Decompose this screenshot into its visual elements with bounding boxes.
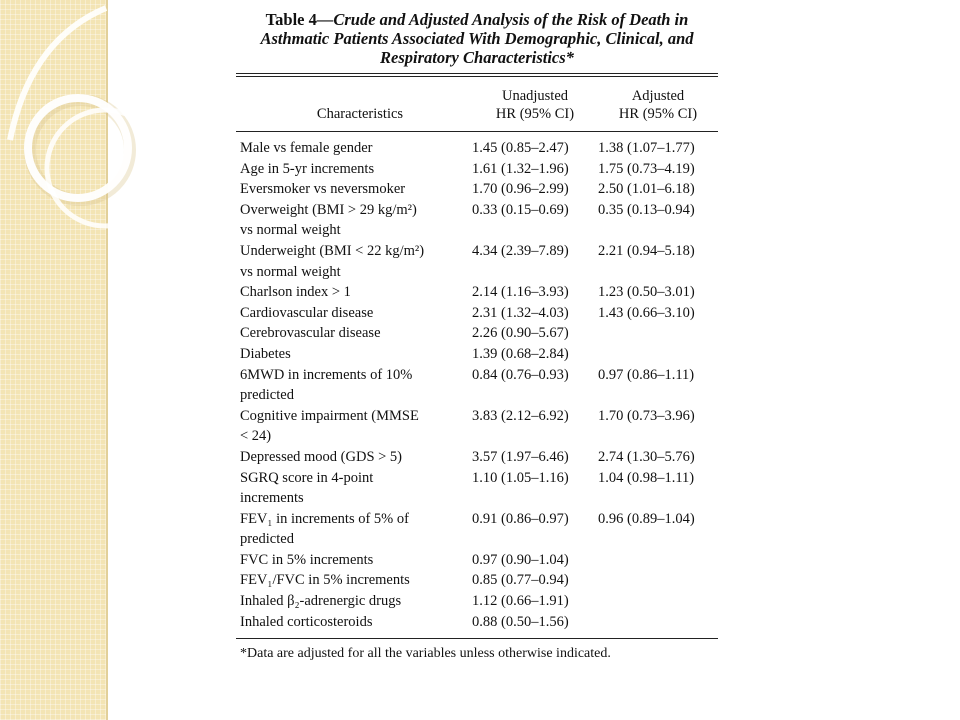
cell-characteristic: Inhaled corticosteroids <box>240 613 373 630</box>
cell-characteristic: Overweight (BMI > 29 kg/m²) vs normal weight <box>240 201 417 239</box>
cell-characteristic: FVC in 5% increments <box>240 551 374 568</box>
table-row <box>236 570 718 591</box>
cell-unadjusted: 1.12 (0.66–1.91) <box>472 593 569 610</box>
cell-unadjusted: 0.85 (0.77–0.94) <box>472 572 569 589</box>
table-title-text: —Crude and Adjusted Analysis of the Risk of Death in Asthmatic Patients Associated With Demographic, Clinical, and Respiratory Characteristics* <box>260 10 694 67</box>
cell-unadjusted: 4.34 (2.39–7.89) <box>472 242 569 259</box>
header-unadjusted: Unadjusted HR (95% CI) <box>495 88 575 122</box>
cell-unadjusted: 1.39 (0.68–2.84) <box>472 345 569 362</box>
table-row <box>236 591 718 612</box>
table-row <box>236 406 718 447</box>
header-characteristics: Characteristics <box>316 106 404 122</box>
cell-characteristic: Cognitive impairment (MMSE < 24) <box>240 407 419 445</box>
cell-characteristic: Age in 5-yr increments <box>240 160 375 177</box>
table-footnote: *Data are adjusted for all the variables unless otherwise indicated. <box>240 646 611 662</box>
decorative-side-panel <box>0 0 108 720</box>
cell-unadjusted: 3.83 (2.12–6.92) <box>472 407 569 424</box>
cell-unadjusted: 0.88 (0.50–1.56) <box>472 613 569 630</box>
table-header <box>236 77 718 131</box>
cell-characteristic: FEV₁ in increments of 5% of predicted <box>240 510 409 548</box>
cell-unadjusted: 2.31 (1.32–4.03) <box>472 304 569 321</box>
cell-unadjusted: 0.97 (0.90–1.04) <box>472 551 569 568</box>
cell-characteristic: 6MWD in increments of 10% predicted <box>240 366 413 404</box>
table-row <box>236 344 718 365</box>
table-row <box>236 612 718 633</box>
table-row <box>236 365 718 406</box>
cell-adjusted: 1.04 (0.98–1.11) <box>598 469 695 486</box>
cell-adjusted: 1.43 (0.66–3.10) <box>598 304 695 321</box>
cell-unadjusted: 3.57 (1.97–6.46) <box>472 448 569 465</box>
cell-adjusted: 2.21 (0.94–5.18) <box>598 242 695 259</box>
table-row <box>236 447 718 468</box>
cell-adjusted: 1.38 (1.07–1.77) <box>598 140 695 156</box>
cell-characteristic: Eversmoker vs neversmoker <box>240 181 406 198</box>
cell-characteristic: Inhaled β₂-adrenergic drugs <box>240 593 402 610</box>
table-row <box>236 282 718 303</box>
cell-unadjusted: 1.70 (0.96–2.99) <box>472 181 569 198</box>
cell-characteristic: SGRQ score in 4-point increments <box>240 469 374 507</box>
cell-characteristic: Cerebrovascular disease <box>240 325 381 342</box>
data-table <box>236 10 718 663</box>
cell-characteristic: Diabetes <box>240 345 291 362</box>
table-number: Table 4 <box>265 10 317 29</box>
cell-characteristic: Charlson index > 1 <box>240 284 351 301</box>
decorative-rings <box>0 0 160 300</box>
cell-adjusted: 0.97 (0.86–1.11) <box>598 366 695 383</box>
cell-unadjusted: 0.91 (0.86–0.97) <box>472 510 569 527</box>
cell-characteristic: Male vs female gender <box>240 140 373 156</box>
cell-unadjusted: 2.14 (1.16–3.93) <box>472 284 569 301</box>
table-title <box>236 10 718 67</box>
table-row <box>236 200 718 241</box>
cell-characteristic: Depressed mood (GDS > 5) <box>240 448 403 465</box>
table-body <box>236 132 718 632</box>
cell-adjusted: 1.75 (0.73–4.19) <box>598 160 695 177</box>
cell-unadjusted: 2.26 (0.90–5.67) <box>472 325 569 342</box>
cell-adjusted: 1.23 (0.50–3.01) <box>598 284 695 301</box>
cell-adjusted: 0.35 (0.13–0.94) <box>598 201 695 218</box>
cell-characteristic: FEV₁/FVC in 5% increments <box>240 572 410 589</box>
table-row <box>236 241 718 282</box>
cell-adjusted: 1.70 (0.73–3.96) <box>598 407 695 424</box>
cell-unadjusted: 0.84 (0.76–0.93) <box>472 366 569 383</box>
table-row <box>236 509 718 550</box>
table-row <box>236 323 718 344</box>
cell-unadjusted: 0.33 (0.15–0.69) <box>472 201 569 218</box>
table-row <box>236 179 718 200</box>
cell-adjusted: 2.50 (1.01–6.18) <box>598 181 695 198</box>
table-row <box>236 550 718 571</box>
cell-unadjusted: 1.61 (1.32–1.96) <box>472 160 569 177</box>
cell-unadjusted: 1.10 (1.05–1.16) <box>472 469 569 486</box>
cell-characteristic: Underweight (BMI < 22 kg/m²) vs normal weight <box>240 242 425 280</box>
cell-adjusted: 0.96 (0.89–1.04) <box>598 510 695 527</box>
header-adjusted: Adjusted HR (95% CI) <box>618 88 698 122</box>
table-row <box>236 468 718 509</box>
table-row <box>236 159 718 180</box>
cell-adjusted: 2.74 (1.30–5.76) <box>598 448 695 465</box>
cell-unadjusted: 1.45 (0.85–2.47) <box>472 140 569 156</box>
cell-characteristic: Cardiovascular disease <box>240 304 374 321</box>
table-row <box>236 303 718 324</box>
table-row <box>236 138 718 159</box>
